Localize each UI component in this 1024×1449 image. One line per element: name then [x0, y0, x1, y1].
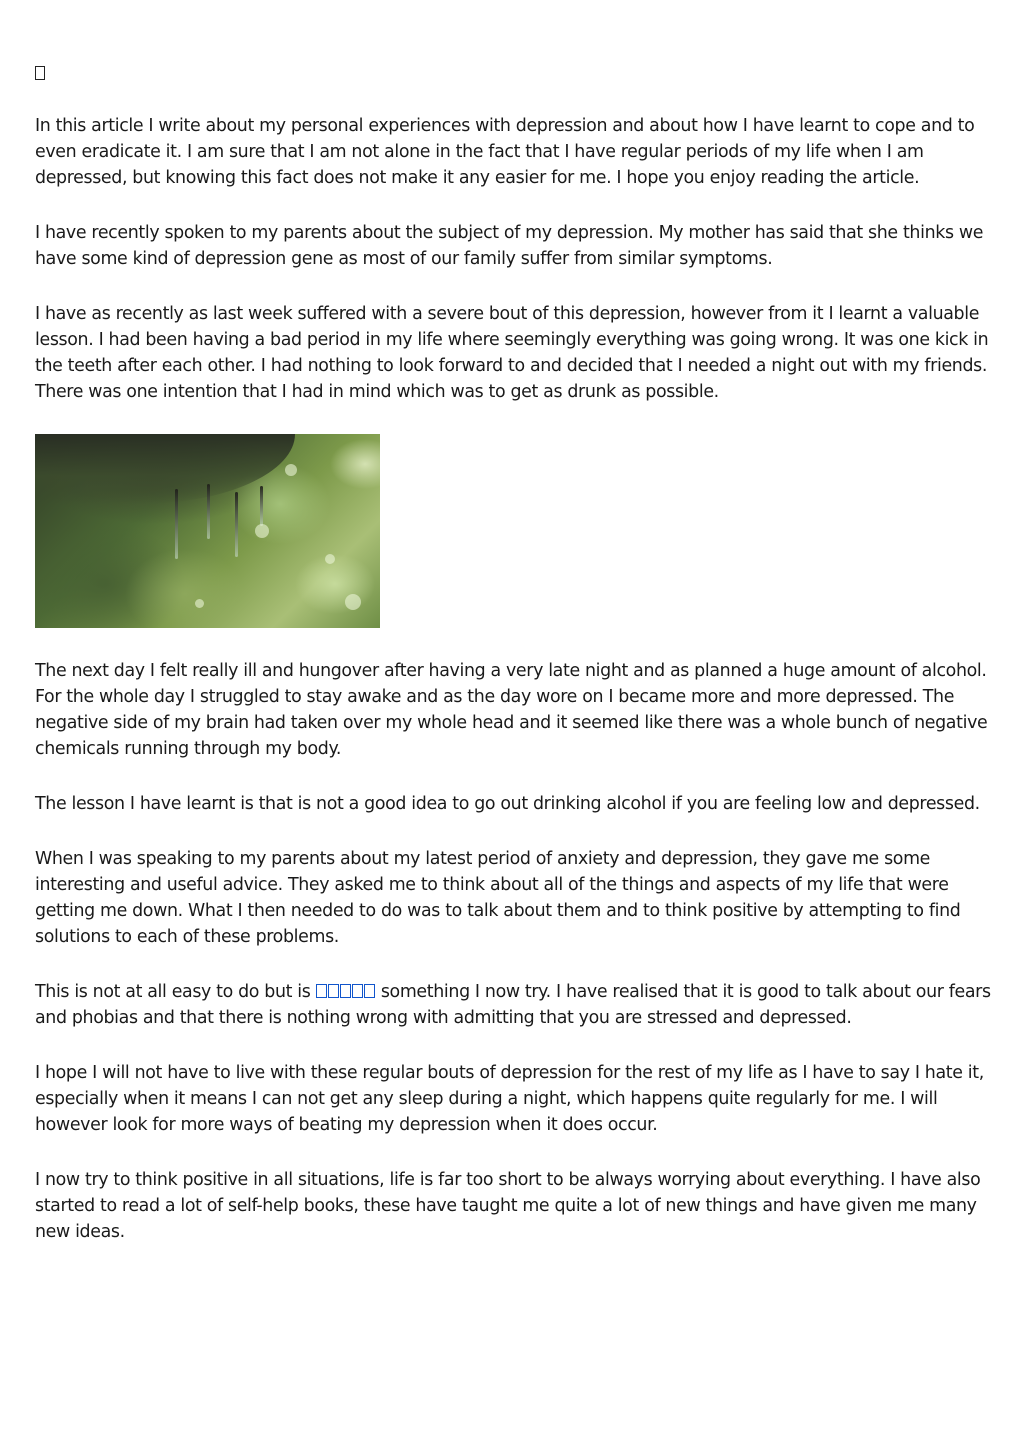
paragraph-intro: In this article I write about my personal experiences with depression and about how I have learnt to cope and to even eradicate it. I am sure that I am not alone in the fact that I have regular periods of my life when I am depressed, but knowing this fact does not make it any easier for me. I hope you enjoy reading the article. [35, 116, 975, 188]
paragraph-hangover: The next day I felt really ill and hungover after having a very late night and as planned a huge amount of alcohol. For the whole day I struggled to stay awake and as the day wore on I became more and more depressed. The negative side of my brain had taken over my whole head and it seemed like there was a whole bunch of negative chemicals running through my body. [35, 661, 988, 759]
paragraph-parents: I have recently spoken to my parents about the subject of my depression. My mother has said that she thinks we have some kind of depression gene as most of our family suffer from similar symptoms. [35, 223, 984, 269]
paragraph-positive: I now try to think positive in all situations, life is far too short to be always worrying about everything. I have also started to read a lot of self-help books, these have taught me quite a lot of new things and have given me many new ideas. [35, 1170, 981, 1242]
paragraph-hope: I hope I will not have to live with these regular bouts of depression for the rest of my life as I have to say I hate it, especially when it means I can not get any sleep during a night, which happens quite regularly for me. I will however look for more ways of beating my depression when it does occur. [35, 1063, 984, 1135]
article [35, 62, 995, 1274]
missing-glyph-icon [35, 62, 995, 82]
rain-moss-photo [35, 434, 380, 628]
paragraph-try-end: something I now try. I have realised that it is good to talk about our fears and phobias and that there is nothing wrong with admitting that you are stressed and depressed. [35, 982, 991, 1028]
paragraph-try-start: This is not at all easy to do but is [35, 982, 316, 1002]
paragraph-lesson: The lesson I have learnt is that is not a good idea to go out drinking alcohol if you are feeling low and depressed. [35, 794, 980, 814]
inline-link[interactable] [316, 982, 376, 1002]
paragraph-bout: I have as recently as last week suffered with a severe bout of this depression, however from it I learnt a valuable lesson. I had been having a bad period in my life where seemingly everything was going wrong. It was one kick in the teeth after each other. I had nothing to look forward to and decided that I needed a night out with my friends. There was one intention that I had in mind which was to get as drunk as possible. [35, 304, 989, 402]
paragraph-advice: When I was speaking to my parents about my latest period of anxiety and depression, they gave me some interesting and useful advice. They asked me to think about all of the things and aspects of my life that were getting me down. What I then needed to do was to talk about them and to think positive by attempting to find solutions to each of these problems. [35, 849, 961, 947]
missing-glyph-link-text [316, 979, 376, 1005]
paragraph-try [35, 979, 995, 1031]
